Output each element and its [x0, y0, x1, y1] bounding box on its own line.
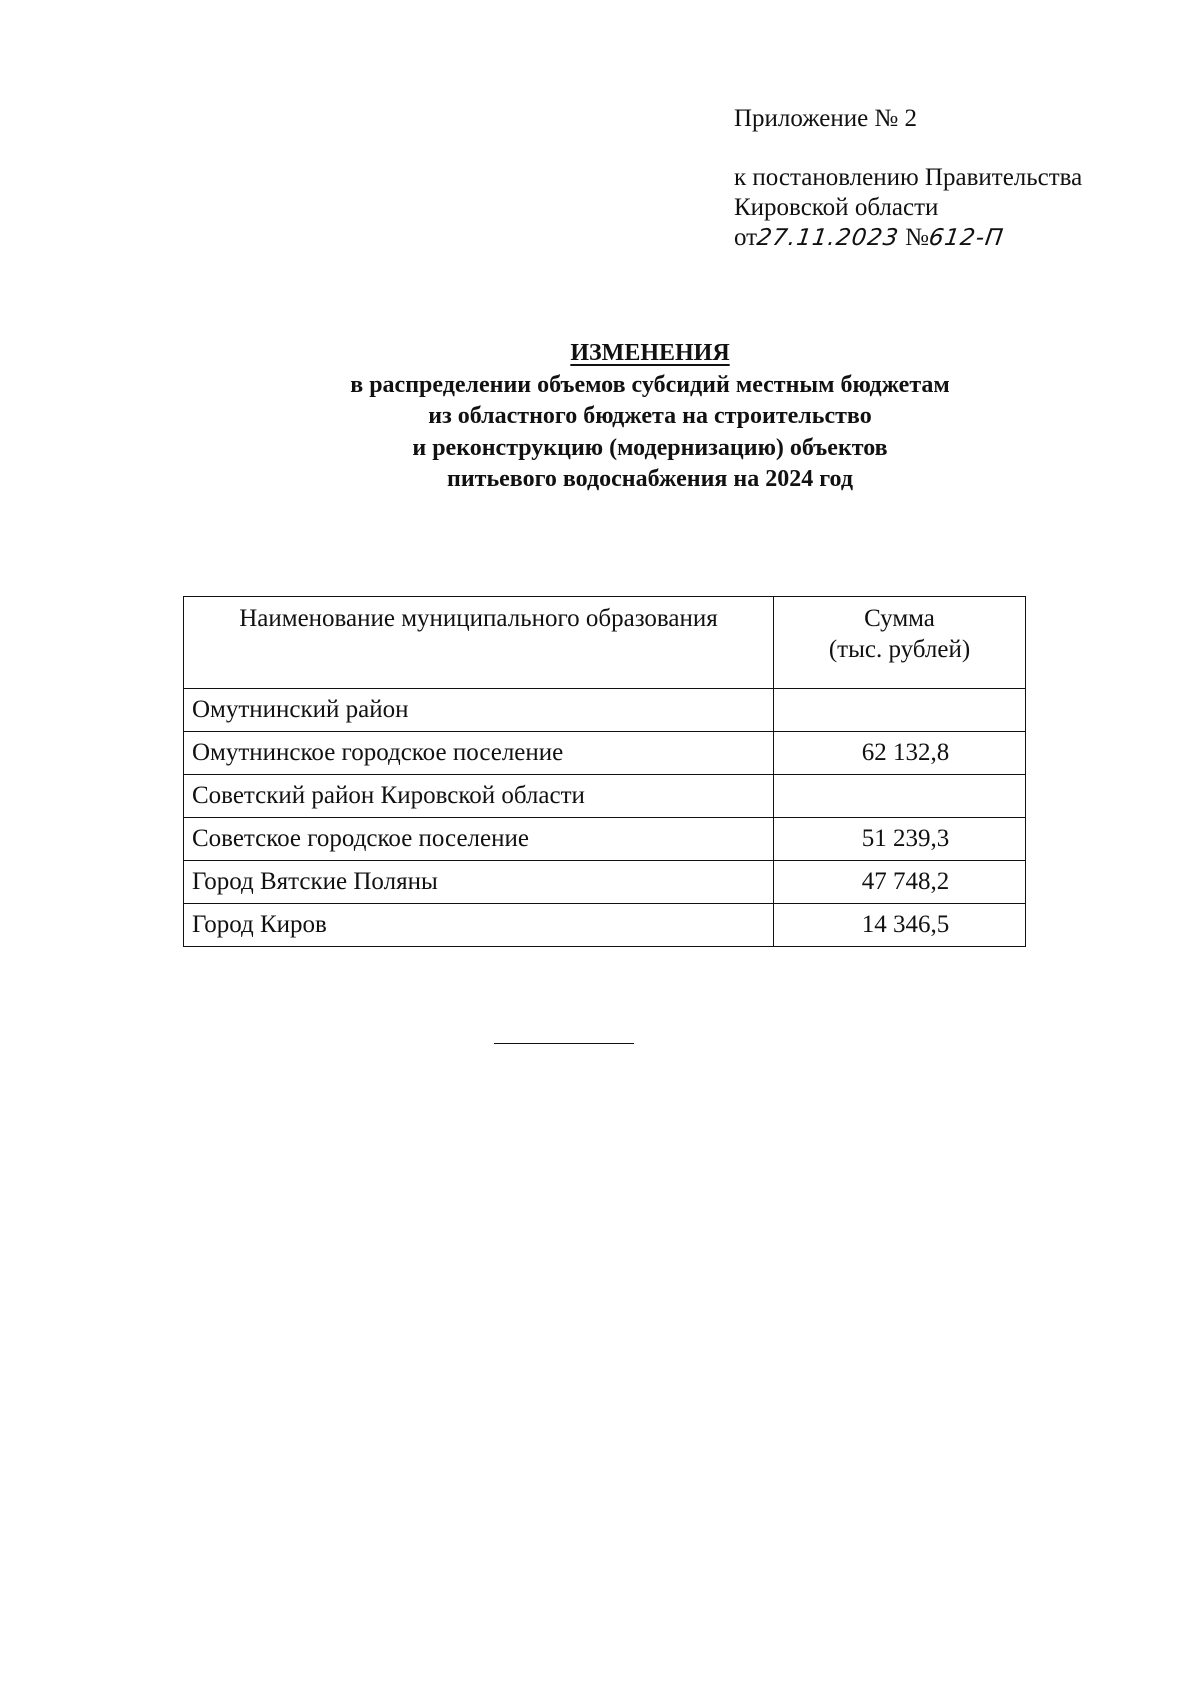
table-row [184, 818, 1026, 861]
date-prefix: от [734, 224, 758, 251]
row-amount-cell: 14 346,5 [774, 904, 1026, 947]
row-amount-cell: 51 239,3 [774, 818, 1026, 861]
title-line-2: из областного бюджета на строительство [428, 403, 872, 429]
header-name-cell: Наименование муниципального образования [184, 597, 774, 689]
title-main: ИЗМЕНЕНИЯ [570, 340, 730, 366]
row-name-cell: Омутнинское городское поселение [184, 732, 774, 775]
row-amount-cell: 62 132,8 [774, 732, 1026, 775]
handwritten-date: 27.11.2023 [755, 225, 901, 251]
title-line-1: в распределении объемов субсидий местным бюджетам [350, 371, 950, 398]
document-title [200, 338, 1100, 496]
appendix-block [734, 104, 1082, 253]
title-line-4: питьевого водоснабжения на 2024 год [447, 466, 853, 492]
end-separator-line [494, 1043, 634, 1044]
row-amount-cell [774, 775, 1026, 818]
row-name-cell: Город Киров [184, 904, 774, 947]
table-row [184, 689, 1026, 732]
table-row [184, 732, 1026, 775]
decree-line-1: к постановлению Правительства [734, 164, 1083, 191]
appendix-label: Приложение № 2 [734, 105, 918, 132]
row-name-cell: Советское городское поселение [184, 818, 774, 861]
header-amount-line-2: (тыс. рублей) [828, 636, 971, 663]
row-name-cell: Омутнинский район [184, 689, 774, 732]
row-name-cell: Советский район Кировской области [184, 775, 774, 818]
table-row [184, 904, 1026, 947]
header-amount-line-1: Сумма [864, 605, 935, 632]
table-header-row [184, 597, 1026, 689]
table-row [184, 861, 1026, 904]
decree-date-line [734, 223, 1082, 253]
row-amount-cell [774, 689, 1026, 732]
number-prefix: № [905, 224, 929, 251]
header-amount-cell [774, 597, 1026, 689]
title-line-3: и реконструкцию (модернизацию) объектов [412, 434, 888, 461]
table-row [184, 775, 1026, 818]
subsidy-table [183, 596, 1026, 947]
row-amount-cell: 47 748,2 [774, 861, 1026, 904]
row-name-cell: Город Вятские Поляны [184, 861, 774, 904]
handwritten-number: 612-П [927, 225, 1006, 251]
decree-line-2: Кировской области [734, 194, 939, 221]
